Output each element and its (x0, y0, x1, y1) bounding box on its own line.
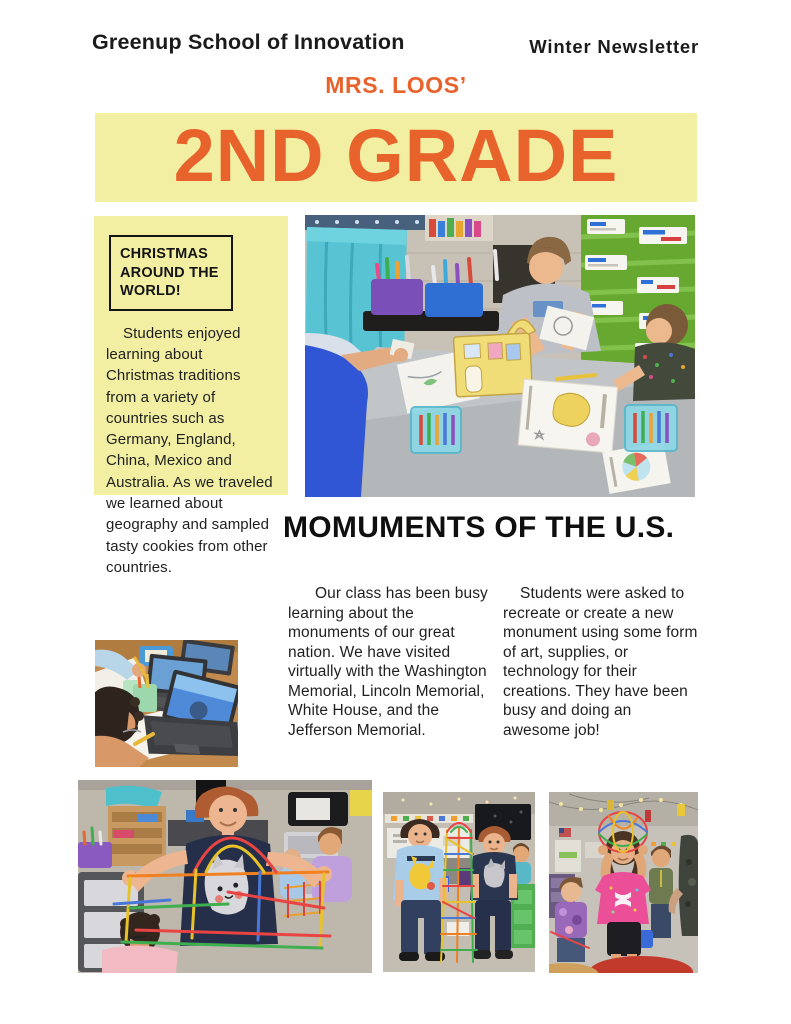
classroom-craft-illustration (305, 215, 695, 497)
straw-tower-illustration (383, 792, 535, 972)
photo-classroom-craft (305, 215, 695, 497)
christmas-title-box (109, 235, 233, 311)
laptops-illustration (95, 640, 238, 767)
newsletter-title: Winter Newsletter (529, 36, 699, 57)
christmas-section (94, 216, 288, 578)
monuments-title: MOMUMENTS OF THE U.S. (283, 511, 675, 544)
teacher-name: MRS. LOOS’ (325, 72, 467, 98)
christmas-title: CHRISTMAS AROUND THE WORLD! (120, 246, 219, 300)
monuments-paragraph-left: Our class has been busy learning about the monuments of our great nation. We have visited virtually with the Washington Memorial, Lincoln Memorial, White House, and the Jefferson Memorial. (288, 585, 488, 739)
school-name: Greenup School of Innovation (92, 30, 405, 54)
photo-laptops (95, 640, 238, 767)
grade-banner-title: 2ND GRADE (173, 113, 619, 197)
straw-dome-illustration (549, 792, 698, 973)
straw-monument-illustration (78, 780, 372, 973)
photo-straw-tower (383, 792, 535, 972)
photo-straw-monument (78, 780, 372, 973)
monuments-paragraph-right: Students were asked to recreate or create a new monument using some form of art, supplies, or technology for their creations. They have been busy and doing an awesome job! (503, 585, 698, 739)
photo-straw-dome (549, 792, 698, 973)
grade-banner (95, 113, 697, 202)
christmas-body-text: Students enjoyed learning about Christmas traditions from a variety of countries such as Germany, England, China, Mexico and Australia. As we traveled we learned about geography and sampled tasty cookies from other countries. (106, 324, 273, 576)
